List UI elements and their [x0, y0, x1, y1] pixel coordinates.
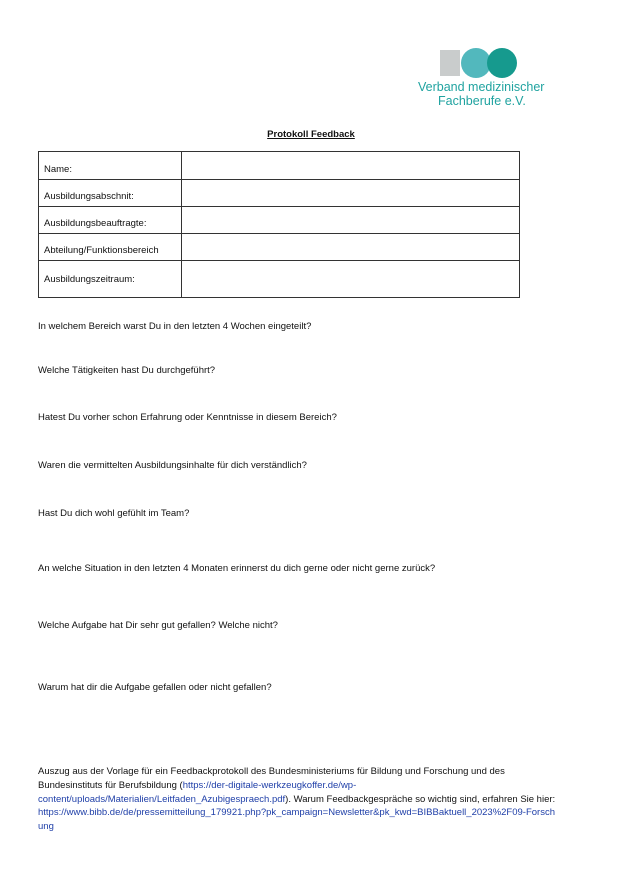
question-3: Hatest Du vorher schon Erfahrung oder Kenntnisse in diesem Bereich? — [38, 412, 337, 423]
question-1: In welchem Bereich warst Du in den letzten 4 Wochen eingeteilt? — [38, 321, 312, 332]
row-label-supervisor: Ausbildungsbeauftragte: — [39, 207, 182, 234]
question-8: Warum hat dir die Aufgabe gefallen oder nicht gefallen? — [38, 682, 272, 693]
row-value-department[interactable] — [182, 234, 520, 261]
row-label-section: Ausbildungsabschnit: — [39, 180, 182, 207]
source-paragraph-2 — [38, 806, 558, 834]
question-5: Hast Du dich wohl gefühlt im Team? — [38, 508, 190, 519]
logo-mark — [440, 46, 520, 80]
source-link-1[interactable]: https://der-digitale-werkzeugkoffer.de/wp-content/uploads/Materialien/Leitfaden_Azubigespraech.pdf — [38, 779, 357, 805]
logo-square-shape — [440, 50, 460, 76]
row-value-section[interactable] — [182, 180, 520, 207]
source-note — [38, 765, 558, 834]
source-link-2[interactable]: https://www.bibb.de/de/pressemitteilung_179921.php?pk_campaign=Newsletter&pk_kwd=BIBBaktuell_2023%2F09-Forschung — [38, 807, 556, 833]
row-label-period: Ausbildungszeitraum: — [39, 261, 182, 298]
source-text-2: ). Warum Feedbackgespräche so wichtig sind, erfahren Sie hier: — [285, 793, 556, 805]
table-row — [39, 152, 520, 180]
logo-circle-dark — [487, 48, 517, 78]
organization-logo — [416, 46, 556, 108]
source-paragraph — [38, 765, 558, 806]
row-label-name: Name: — [39, 152, 182, 180]
table-row — [39, 261, 520, 298]
logo-line-1: Verband medizinischer — [418, 80, 545, 94]
row-value-name[interactable] — [182, 152, 520, 180]
document-title: Protokoll Feedback — [267, 129, 355, 140]
question-7: Welche Aufgabe hat Dir sehr gut gefallen? Welche nicht? — [38, 620, 278, 631]
info-table — [38, 151, 520, 298]
row-value-period[interactable] — [182, 261, 520, 298]
question-2: Welche Tätigkeiten hast Du durchgeführt? — [38, 365, 216, 376]
question-4: Waren die vermittelten Ausbildungsinhalte für dich verständlich? — [38, 460, 307, 471]
row-label-department: Abteilung/Funktionsbereich — [39, 234, 182, 261]
table-row — [39, 180, 520, 207]
row-value-supervisor[interactable] — [182, 207, 520, 234]
table-row — [39, 234, 520, 261]
question-6: An welche Situation in den letzten 4 Monaten erinnerst du dich gerne oder nicht gerne zurück? — [38, 563, 436, 574]
logo-wordmark — [416, 80, 556, 108]
source-text-1: Auszug aus der Vorlage für ein Feedbackprotokoll des Bundesministeriums für Bildung und Forschung und des Bundesinstituts für Berufsbildung ( — [38, 766, 505, 791]
table-row — [39, 207, 520, 234]
logo-line-2: Fachberufe e.V. — [438, 94, 526, 108]
